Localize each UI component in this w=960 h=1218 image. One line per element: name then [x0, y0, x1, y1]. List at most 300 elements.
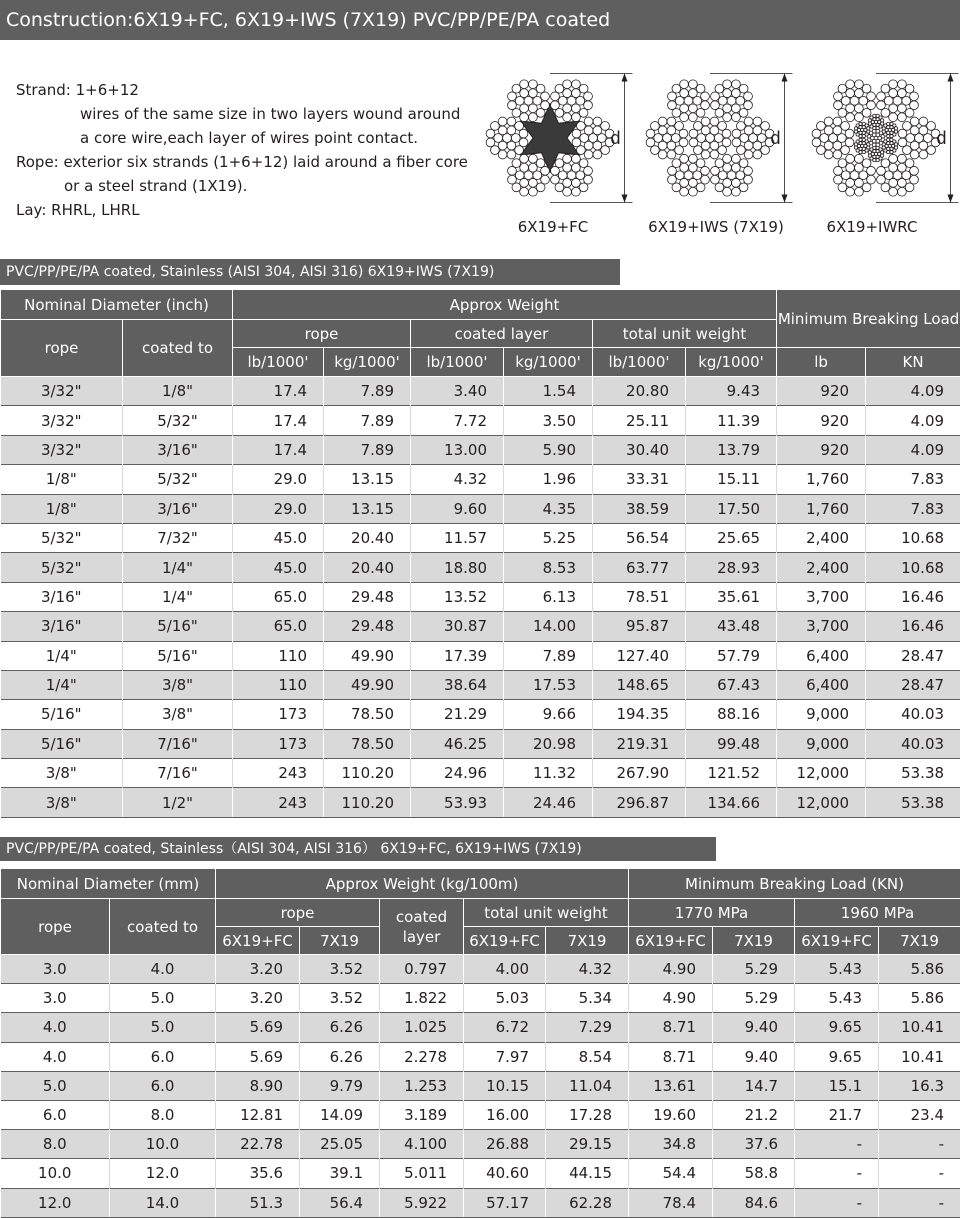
- sub-header: 6X19+FC: [795, 927, 879, 955]
- table-cell: 7.83: [866, 494, 960, 523]
- table-cell: 173: [233, 700, 324, 729]
- wire: [667, 141, 676, 150]
- table-cell: 4.09: [866, 435, 960, 464]
- wire: [689, 178, 698, 187]
- wire: [584, 101, 593, 110]
- wire: [651, 122, 660, 131]
- wire: [817, 122, 826, 131]
- table-cell: 49.90: [324, 641, 411, 670]
- table-cell: 267.90: [593, 759, 686, 788]
- wire: [761, 122, 770, 131]
- table-cell: 38.59: [593, 494, 686, 523]
- table-cell: 3/8": [123, 700, 233, 729]
- wire: [834, 166, 843, 175]
- table-cell: 3/16": [123, 494, 233, 523]
- wire: [646, 129, 655, 138]
- table-cell: 4.90: [629, 984, 713, 1013]
- header-approx-weight: Approx Weight: [233, 290, 777, 320]
- wire: [507, 117, 516, 126]
- wire: [910, 92, 919, 101]
- wire: [512, 84, 521, 93]
- wire: [701, 175, 710, 184]
- table-cell: 7.97: [464, 1042, 546, 1071]
- table-row: [1, 406, 960, 435]
- wire: [824, 117, 833, 126]
- wire: [584, 166, 593, 175]
- wire: [541, 101, 550, 110]
- wire: [696, 159, 705, 168]
- table-cell: 6.0: [110, 1042, 216, 1071]
- header-coated-to-mm: coated to: [110, 899, 216, 955]
- table-cell: -: [795, 1130, 879, 1159]
- wire: [696, 84, 705, 93]
- table-cell: -: [795, 1188, 879, 1217]
- wire: [507, 141, 516, 150]
- wire: [846, 80, 855, 89]
- wire: [701, 150, 710, 159]
- table1-title: PVC/PP/PE/PA coated, Stainless (AISI 304, AISI 316) 6X19+IWS (7X19): [0, 259, 620, 285]
- table-cell: 6.13: [504, 582, 593, 611]
- wire: [520, 187, 529, 196]
- table-row: [1, 465, 960, 494]
- wire: [680, 163, 689, 172]
- table-cell: 11.32: [504, 759, 593, 788]
- table-cell: -: [879, 1159, 960, 1188]
- wire: [689, 154, 698, 163]
- wire: [905, 183, 914, 192]
- table-cell: 14.09: [300, 1100, 380, 1129]
- wire: [723, 80, 732, 89]
- wire: [838, 159, 847, 168]
- table-cell: 9.65: [795, 1013, 879, 1042]
- wire: [572, 163, 581, 172]
- table-cell: 110: [233, 641, 324, 670]
- table-cell: 12.0: [110, 1159, 216, 1188]
- table-cell: 9,000: [777, 729, 866, 758]
- table-cell: 243: [233, 788, 324, 817]
- wire: [744, 166, 753, 175]
- dimension-arrow: [622, 74, 628, 82]
- header-weight-total-mm: total unit weight: [464, 899, 629, 927]
- wire: [845, 138, 854, 147]
- wire: [834, 101, 843, 110]
- wire: [833, 117, 842, 126]
- table-cell: -: [795, 1159, 879, 1188]
- wire: [498, 150, 507, 159]
- table-cell: 8.54: [546, 1042, 629, 1071]
- wire: [672, 183, 681, 192]
- table-cell: 14.0: [110, 1188, 216, 1217]
- table-cell: 3.52: [300, 955, 380, 984]
- wire: [658, 126, 667, 135]
- table-cell: 3/8": [1, 788, 123, 817]
- table-cell: 39.1: [300, 1159, 380, 1188]
- wire: [593, 150, 602, 159]
- table-cell: 920: [777, 377, 866, 406]
- diameter-label: d: [936, 128, 947, 148]
- table-cell: 5/16": [1, 729, 123, 758]
- wire: [715, 84, 724, 93]
- sub-header: 7X19: [546, 927, 629, 955]
- unit-header: lb/1000': [593, 348, 686, 377]
- wire: [551, 166, 560, 175]
- table-cell: 1.025: [380, 1013, 464, 1042]
- table-cell: 12,000: [777, 759, 866, 788]
- wire: [658, 117, 667, 126]
- table-cell: 21.29: [411, 700, 504, 729]
- wire: [572, 113, 581, 122]
- table-cell: 33.31: [593, 465, 686, 494]
- table-cell: 88.16: [686, 700, 777, 729]
- table-cell: 3/32": [1, 377, 123, 406]
- table-cell: 4.09: [866, 406, 960, 435]
- wire: [739, 183, 748, 192]
- wire: [680, 113, 689, 122]
- wire: [679, 138, 688, 147]
- wire: [689, 163, 698, 172]
- table-row: [1, 955, 960, 984]
- diameter-label: d: [770, 128, 781, 148]
- wire: [881, 119, 884, 122]
- table-cell: 9.66: [504, 700, 593, 729]
- table-cell: 9.79: [300, 1071, 380, 1100]
- sub-header: 7X19: [879, 927, 960, 955]
- table-row: [1, 1013, 960, 1042]
- wire: [855, 89, 864, 98]
- wire: [846, 154, 855, 163]
- wire: [739, 84, 748, 93]
- table-cell: 5/32": [123, 406, 233, 435]
- table-cell: 4.00: [464, 955, 546, 984]
- wire: [889, 163, 898, 172]
- wire: [667, 150, 676, 159]
- wire: [846, 113, 855, 122]
- table-cell: 194.35: [593, 700, 686, 729]
- wire: [890, 135, 893, 138]
- table-cell: 7.89: [324, 377, 411, 406]
- table-cell: 9.43: [686, 377, 777, 406]
- table-cell: 40.03: [866, 700, 960, 729]
- wire: [833, 126, 842, 135]
- table-cell: 5.25: [504, 523, 593, 552]
- table-cell: 5/32": [1, 523, 123, 552]
- table-cell: 20.40: [324, 523, 411, 552]
- table-cell: 12.0: [1, 1188, 110, 1217]
- table-cell: 4.100: [380, 1130, 464, 1159]
- wire: [890, 151, 893, 154]
- dimension-arrow: [622, 195, 628, 203]
- wire: [919, 141, 928, 150]
- wire: [910, 101, 919, 110]
- table-cell: -: [879, 1130, 960, 1159]
- wire: [898, 80, 907, 89]
- wire: [701, 101, 710, 110]
- wire: [898, 104, 907, 113]
- table-row: [1, 984, 960, 1013]
- wire: [668, 92, 677, 101]
- wire: [862, 84, 871, 93]
- wire: [881, 183, 890, 192]
- table-cell: 14.7: [713, 1071, 795, 1100]
- rope-desc-2: or a steel strand (1X19).: [64, 177, 248, 195]
- wire: [723, 113, 732, 122]
- table-cell: 5.86: [879, 955, 960, 984]
- table-cell: 67.43: [686, 670, 777, 699]
- wire: [877, 166, 886, 175]
- table-cell: 1,760: [777, 494, 866, 523]
- wire: [732, 163, 741, 172]
- wire: [680, 187, 689, 196]
- wire: [894, 143, 897, 146]
- wire: [903, 122, 912, 131]
- wire: [498, 117, 507, 126]
- wire: [689, 187, 698, 196]
- wire: [898, 163, 907, 172]
- rope-label: Rope:: [16, 153, 59, 171]
- wire: [855, 104, 864, 113]
- table-cell: 1/2": [123, 788, 233, 817]
- wire: [584, 126, 593, 135]
- wire: [512, 159, 521, 168]
- wire: [887, 122, 890, 125]
- wire: [876, 159, 879, 162]
- wire: [536, 84, 545, 93]
- wire: [563, 187, 572, 196]
- table-cell: 25.11: [593, 406, 686, 435]
- table-cell: 17.4: [233, 377, 324, 406]
- wire: [846, 163, 855, 172]
- table-cell: 127.40: [593, 641, 686, 670]
- table-cell: 6,400: [777, 670, 866, 699]
- table-cell: 34.8: [629, 1130, 713, 1159]
- wire: [882, 146, 885, 149]
- table-cell: 16.46: [866, 582, 960, 611]
- wire: [672, 159, 681, 168]
- strand-desc-1: wires of the same size in two layers wound around: [80, 105, 461, 123]
- table-cell: 6,400: [777, 641, 866, 670]
- table-cell: 9.40: [713, 1013, 795, 1042]
- wire: [887, 138, 890, 141]
- table-cell: 25.65: [686, 523, 777, 552]
- table-cell: 3.52: [300, 984, 380, 1013]
- table-row: [1, 759, 960, 788]
- table-cell: 1.253: [380, 1071, 464, 1100]
- table-cell: 3.50: [504, 406, 593, 435]
- sub-header: 7X19: [713, 927, 795, 955]
- wire: [529, 154, 538, 163]
- wire: [732, 89, 741, 98]
- wire: [718, 146, 727, 155]
- wire: [696, 108, 705, 117]
- table-cell: 51.3: [216, 1188, 300, 1217]
- wire: [651, 146, 660, 155]
- table-cell: 24.46: [504, 788, 593, 817]
- wire: [508, 175, 517, 184]
- table-cell: 3.20: [216, 984, 300, 1013]
- table-cell: 99.48: [686, 729, 777, 758]
- wire: [881, 151, 884, 154]
- wire: [744, 117, 753, 126]
- table-cell: 21.2: [713, 1100, 795, 1129]
- wire: [862, 151, 865, 154]
- table-cell: 1/4": [123, 582, 233, 611]
- table-cell: 17.39: [411, 641, 504, 670]
- wire: [584, 175, 593, 184]
- wire: [854, 146, 857, 149]
- wire: [838, 183, 847, 192]
- wire: [551, 101, 560, 110]
- caption-6x19-fc: 6X19+FC: [517, 218, 589, 236]
- wire: [739, 159, 748, 168]
- wire: [555, 159, 564, 168]
- table-cell: 43.48: [686, 612, 777, 641]
- wire: [515, 122, 524, 131]
- table-cell: 16.00: [464, 1100, 546, 1129]
- wire: [732, 113, 741, 122]
- table-cell: 17.4: [233, 435, 324, 464]
- wire: [689, 89, 698, 98]
- table-row: [1, 1042, 960, 1071]
- table-cell: 6.72: [464, 1013, 546, 1042]
- table-cell: 35.61: [686, 582, 777, 611]
- table-cell: 5.29: [713, 955, 795, 984]
- table-cell: 17.50: [686, 494, 777, 523]
- wire: [855, 80, 864, 89]
- wire: [529, 163, 538, 172]
- wire: [898, 89, 907, 98]
- table-cell: 4.32: [546, 955, 629, 984]
- table-cell: 45.0: [233, 553, 324, 582]
- wire: [910, 150, 919, 159]
- wire: [834, 175, 843, 184]
- wire: [877, 175, 886, 184]
- table-cell: 3.0: [1, 984, 110, 1013]
- table-cell: 3/32": [1, 435, 123, 464]
- table-cell: 11.39: [686, 406, 777, 435]
- table-cell: 84.6: [713, 1188, 795, 1217]
- wire: [744, 92, 753, 101]
- wire: [701, 126, 710, 135]
- table-cell: 17.28: [546, 1100, 629, 1129]
- wire: [555, 84, 564, 93]
- table-cell: 30.40: [593, 435, 686, 464]
- table-cell: 58.8: [713, 1159, 795, 1188]
- table-cell: 7/16": [123, 729, 233, 758]
- wire: [718, 122, 727, 131]
- wire: [881, 108, 890, 117]
- wire: [658, 150, 667, 159]
- table-cell: 20.80: [593, 377, 686, 406]
- wire: [601, 146, 610, 155]
- wire: [486, 129, 495, 138]
- wire: [710, 117, 719, 126]
- table-cell: 30.87: [411, 612, 504, 641]
- wire: [696, 183, 705, 192]
- wire: [862, 108, 871, 117]
- wire: [723, 89, 732, 98]
- table-row: [1, 612, 960, 641]
- wire: [541, 175, 550, 184]
- wire: [732, 138, 741, 147]
- wire: [889, 113, 898, 122]
- table-cell: 11.04: [546, 1071, 629, 1100]
- wire: [889, 187, 898, 196]
- table-cell: 4.0: [1, 1013, 110, 1042]
- table-cell: 24.96: [411, 759, 504, 788]
- wire: [572, 138, 581, 147]
- table-cell: 1/4": [123, 553, 233, 582]
- header-1960-mpa: 1960 MPa: [795, 899, 960, 927]
- wire: [519, 129, 528, 138]
- table-cell: 15.1: [795, 1071, 879, 1100]
- wire: [732, 104, 741, 113]
- wire: [723, 187, 732, 196]
- wire: [689, 104, 698, 113]
- wire: [732, 80, 741, 89]
- table-cell: 9,000: [777, 700, 866, 729]
- wire: [833, 141, 842, 150]
- wire: [919, 150, 928, 159]
- unit-header: kg/1000': [324, 348, 411, 377]
- table-cell: 29.48: [324, 582, 411, 611]
- header-nominal-diameter: Nominal Diameter (inch): [1, 290, 233, 320]
- wire: [905, 108, 914, 117]
- table-cell: 2,400: [777, 553, 866, 582]
- table-cell: 53.38: [866, 759, 960, 788]
- table-cell: 5.69: [216, 1013, 300, 1042]
- strand-line: [16, 78, 139, 102]
- wire: [507, 150, 516, 159]
- table-cell: 5/16": [1, 700, 123, 729]
- wire: [898, 187, 907, 196]
- wire: [498, 126, 507, 135]
- table-cell: 13.79: [686, 435, 777, 464]
- table-cell: 78.4: [629, 1188, 713, 1217]
- wire: [529, 187, 538, 196]
- wire: [927, 122, 936, 131]
- table-row: [1, 1188, 960, 1217]
- rope-desc-1: exterior six strands (1+6+12) laid around a fiber core: [63, 153, 468, 171]
- table-cell: 5.03: [464, 984, 546, 1013]
- wire: [675, 146, 684, 155]
- table-cell: 12,000: [777, 788, 866, 817]
- wire: [584, 92, 593, 101]
- dimension-arrow: [782, 195, 788, 203]
- table-row: [1, 1159, 960, 1188]
- table-cell: 1/4": [1, 670, 123, 699]
- table-cell: 22.78: [216, 1130, 300, 1159]
- wire: [572, 187, 581, 196]
- wire: [898, 138, 907, 147]
- table-cell: 40.60: [464, 1159, 546, 1188]
- wire: [846, 187, 855, 196]
- table-cell: 12.81: [216, 1100, 300, 1129]
- wire: [584, 150, 593, 159]
- table-cell: 2.278: [380, 1042, 464, 1071]
- wire: [689, 138, 698, 147]
- wire: [873, 146, 876, 149]
- table-cell: 8.53: [504, 553, 593, 582]
- table-cell: -: [879, 1188, 960, 1217]
- table-cell: 16.3: [879, 1071, 960, 1100]
- wire: [881, 159, 890, 168]
- table-cell: 20.40: [324, 553, 411, 582]
- table-cell: 13.15: [324, 465, 411, 494]
- wire: [876, 127, 879, 130]
- wire: [761, 146, 770, 155]
- wire: [579, 159, 588, 168]
- table-cell: 13.15: [324, 494, 411, 523]
